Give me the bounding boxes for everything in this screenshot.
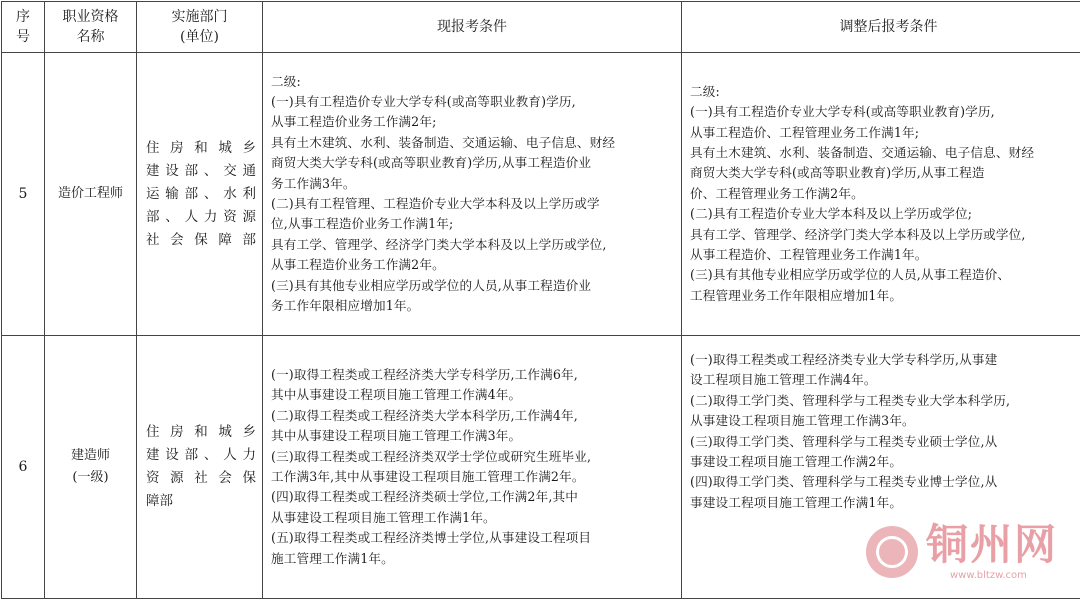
watermark-url: www.bltzw.com	[950, 570, 1027, 582]
condition-line: 二级:	[271, 72, 673, 92]
header-dept	[137, 2, 263, 53]
condition-line: 从事建设工程项目施工管理工作满3年。	[690, 411, 1080, 431]
row-department	[137, 336, 263, 599]
header-no-line-2: 号	[2, 27, 44, 47]
condition-line: 务工作满3年。	[271, 174, 673, 194]
department-line: 运输部、水利	[146, 183, 256, 206]
condition-line: 位,从事工程造价业务工作满1年;	[271, 214, 673, 234]
header-name-line-2: 名称	[45, 27, 136, 47]
condition-line: 事建设工程项目施工管理工作满1年。	[690, 493, 1080, 513]
condition-line: 施工管理工作满1年。	[271, 549, 673, 569]
requirements-table	[1, 1, 1080, 599]
department-line: 住房和城乡	[146, 421, 256, 444]
condition-line: 具有工学、管理学、经济学门类大学本科及以上学历或学位,	[271, 235, 673, 255]
condition-line: 从事建设工程项目施工管理工作满1年。	[271, 508, 673, 528]
condition-line: (一)取得工程类或工程经济类大学专科学历,工作满6年,	[271, 365, 673, 385]
condition-line: 事建设工程项目施工管理工作满2年。	[690, 452, 1080, 472]
header-name	[45, 2, 137, 53]
condition-line: (三)取得工学门类、管理科学与工程类专业硕士学位,从	[690, 432, 1080, 452]
condition-line: 二级:	[690, 82, 1080, 102]
condition-line: (三)具有其他专业相应学历或学位的人员,从事工程造价业	[271, 276, 673, 296]
condition-line: (二)具有工程造价专业大学本科及以上学历或学位;	[690, 204, 1080, 224]
condition-line: (四)取得工学门类、管理科学与工程类专业博士学位,从	[690, 472, 1080, 492]
header-name-line-1: 职业资格	[45, 7, 136, 27]
condition-line: 具有土木建筑、水利、装备制造、交通运输、电子信息、财经	[271, 133, 673, 153]
department-line: 建设部、人力	[146, 444, 256, 467]
watermark-logo-icon	[866, 526, 918, 578]
qualification-name-line: 建造师	[45, 445, 136, 467]
row-department	[137, 53, 263, 336]
condition-line: (三)具有其他专业相应学历或学位的人员,从事工程造价、	[690, 265, 1080, 285]
condition-line: (三)取得工程类或工程经济类双学士学位或研究生班毕业,	[271, 447, 673, 467]
condition-line: (五)取得工程类或工程经济类博士学位,从事建设工程项目	[271, 528, 673, 548]
watermark-text: 铜州网	[926, 520, 1058, 570]
condition-line: (二)具有工程管理、工程造价专业大学本科及以上学历或学	[271, 194, 673, 214]
condition-line: 从事工程造价、工程管理业务工作满1年。	[690, 245, 1080, 265]
header-no	[2, 2, 45, 53]
condition-line: (一)具有工程造价专业大学专科(或高等职业教育)学历,	[690, 102, 1080, 122]
department-line: 住房和城乡	[146, 137, 256, 160]
condition-line: 具有工学、管理学、经济学门类大学本科及以上学历或学位,	[690, 225, 1080, 245]
condition-line: (四)取得工程类或工程经济类硕士学位,工作满2年,其中	[271, 487, 673, 507]
condition-line: 从事工程造价业务工作满2年;	[271, 112, 673, 132]
condition-line: 其中从事建设工程项目施工管理工作满3年。	[271, 426, 673, 446]
department-line: 部、人力资源	[146, 206, 256, 229]
condition-line: 从事工程造价业务工作满2年。	[271, 255, 673, 275]
header-current: 现报考条件	[263, 2, 682, 53]
condition-line: 设工程项目施工管理工作满4年。	[690, 370, 1080, 390]
condition-line: 其中从事建设工程项目施工管理工作满4年。	[271, 385, 673, 405]
header-adjusted: 调整后报考条件	[682, 2, 1080, 53]
row-no: 5	[2, 53, 45, 336]
condition-line: 价、工程管理业务工作满2年。	[690, 184, 1080, 204]
condition-line: 从事工程造价、工程管理业务工作满1年;	[690, 123, 1080, 143]
row-qualification-name	[45, 336, 137, 599]
header-row	[2, 2, 1080, 53]
condition-line: 务工作年限相应增加1年。	[271, 296, 673, 316]
department-line: 社会保障部	[146, 229, 256, 252]
condition-line: (一)取得工程类或工程经济类专业大学专科学历,从事建	[690, 350, 1080, 370]
condition-line: (二)取得工程类或工程经济类大学本科学历,工作满4年,	[271, 406, 673, 426]
condition-line: 工作满3年,其中从事建设工程项目施工管理工作满2年。	[271, 467, 673, 487]
row-no: 6	[2, 336, 45, 599]
row-qualification-name	[45, 53, 137, 336]
site-watermark	[866, 518, 1076, 586]
condition-line: 商贸大类大学专科(或高等职业教育)学历,从事工程造	[690, 163, 1080, 183]
condition-line: 工程管理业务工作年限相应增加1年。	[690, 286, 1080, 306]
department-line: 障部	[146, 490, 256, 513]
condition-line: (二)取得工学门类、管理科学与工程类专业大学本科学历,	[690, 391, 1080, 411]
adjusted-conditions	[682, 53, 1080, 336]
qualification-name-line: (一级)	[45, 467, 136, 489]
header-dept-line-2: (单位)	[137, 27, 262, 47]
condition-line: (一)具有工程造价专业大学专科(或高等职业教育)学历,	[271, 92, 673, 112]
department-line: 资源社会保	[146, 467, 256, 490]
header-dept-line-1: 实施部门	[137, 7, 262, 27]
condition-line: 商贸大类大学专科(或高等职业教育)学历,从事工程造价业	[271, 153, 673, 173]
current-conditions	[263, 53, 682, 336]
table-row	[2, 53, 1080, 336]
condition-line: 具有土木建筑、水利、装备制造、交通运输、电子信息、财经	[690, 143, 1080, 163]
header-no-line-1: 序	[2, 7, 44, 27]
current-conditions	[263, 336, 682, 599]
department-line: 建设部、交通	[146, 160, 256, 183]
qualification-name-line: 造价工程师	[45, 183, 136, 205]
